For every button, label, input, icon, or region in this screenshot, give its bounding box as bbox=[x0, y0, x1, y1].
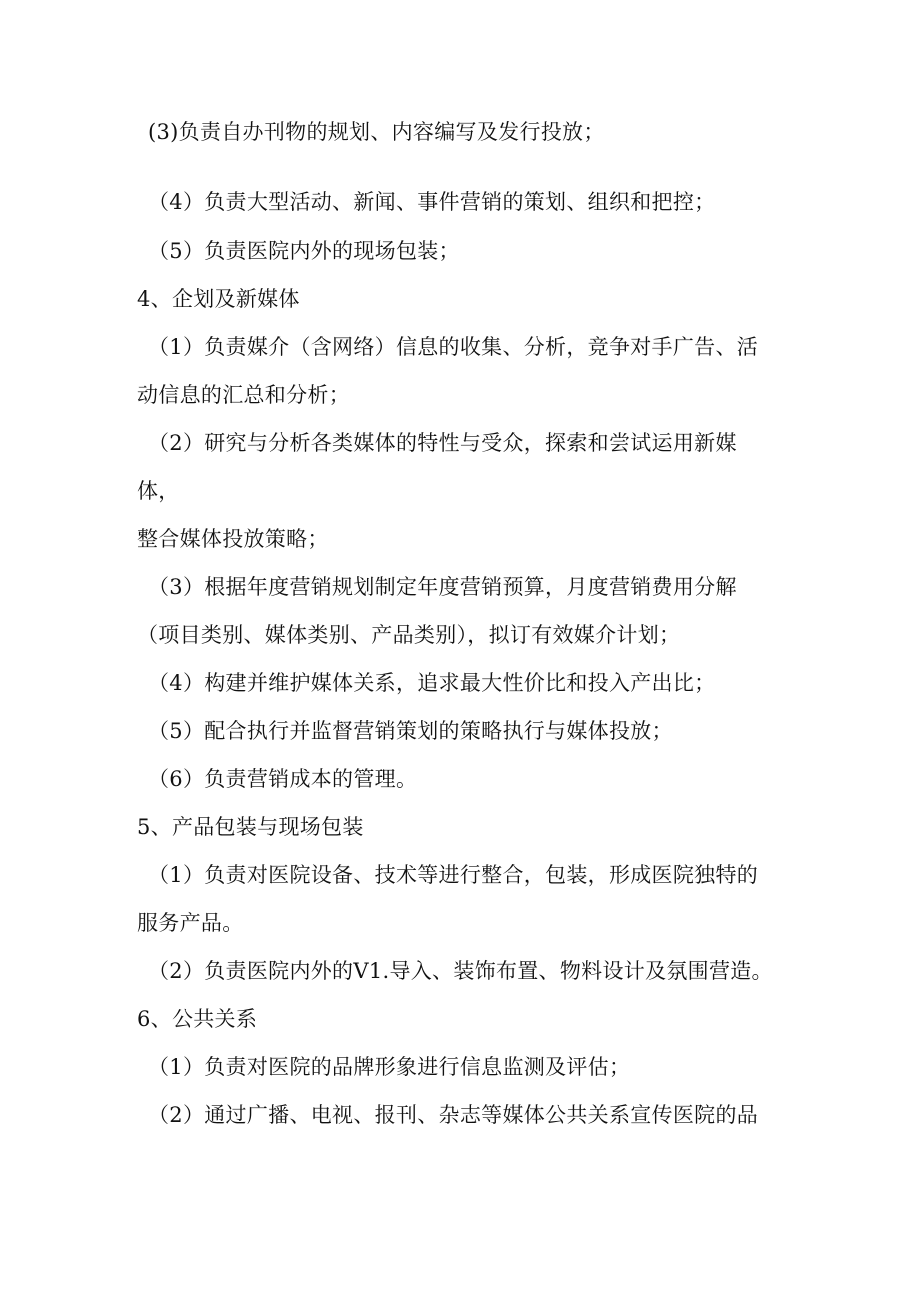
text-line: （3）根据年度营销规划制定年度营销预算，月度营销费用分解 bbox=[148, 575, 737, 599]
text-line: （项目类别、媒体类别、产品类别），拟订有效媒介计划； bbox=[137, 623, 681, 647]
text-line: （5）负责医院内外的现场包装； bbox=[148, 239, 460, 263]
text-line: 服务产品。 bbox=[137, 911, 244, 935]
section-heading: 6、公共关系 bbox=[137, 1007, 258, 1031]
text-line: （4）负责大型活动、新闻、事件营销的策划、组织和把控； bbox=[148, 190, 716, 214]
text-line: （1）负责对医院设备、技术等进行整合，包装，形成医院独特的 bbox=[148, 863, 759, 887]
section-heading: 5、产品包装与现场包装 bbox=[137, 815, 364, 839]
section-heading: 4、企划及新媒体 bbox=[137, 287, 300, 311]
text-line: （2）负责医院内外的V1.导入、装饰布置、物料设计及氛围营造。 bbox=[148, 959, 773, 983]
text-line: 体， bbox=[137, 479, 180, 503]
text-line: （2）研究与分析各类媒体的特性与受众，探索和尝试运用新媒 bbox=[148, 431, 737, 455]
text-line: （6）负责营销成本的管理。 bbox=[148, 767, 418, 791]
text-line: 整合媒体投放策略； bbox=[137, 527, 329, 551]
text-line: （2）通过广播、电视、报刊、杂志等媒体公共关系宣传医院的品 bbox=[148, 1103, 759, 1127]
text-line: （1）负责媒介（含网络）信息的收集、分析，竞争对手广告、活 bbox=[148, 335, 759, 359]
text-line: 动信息的汇总和分析； bbox=[137, 383, 350, 407]
text-line: （4）构建并维护媒体关系，追求最大性价比和投入产出比； bbox=[148, 671, 716, 695]
text-line: (3)负责自办刊物的规划、内容编写及发行投放； bbox=[148, 120, 605, 144]
text-line: （1）负责对医院的品牌形象进行信息监测及评估； bbox=[148, 1055, 631, 1079]
text-line: （5）配合执行并监督营销策划的策略执行与媒体投放； bbox=[148, 719, 673, 743]
